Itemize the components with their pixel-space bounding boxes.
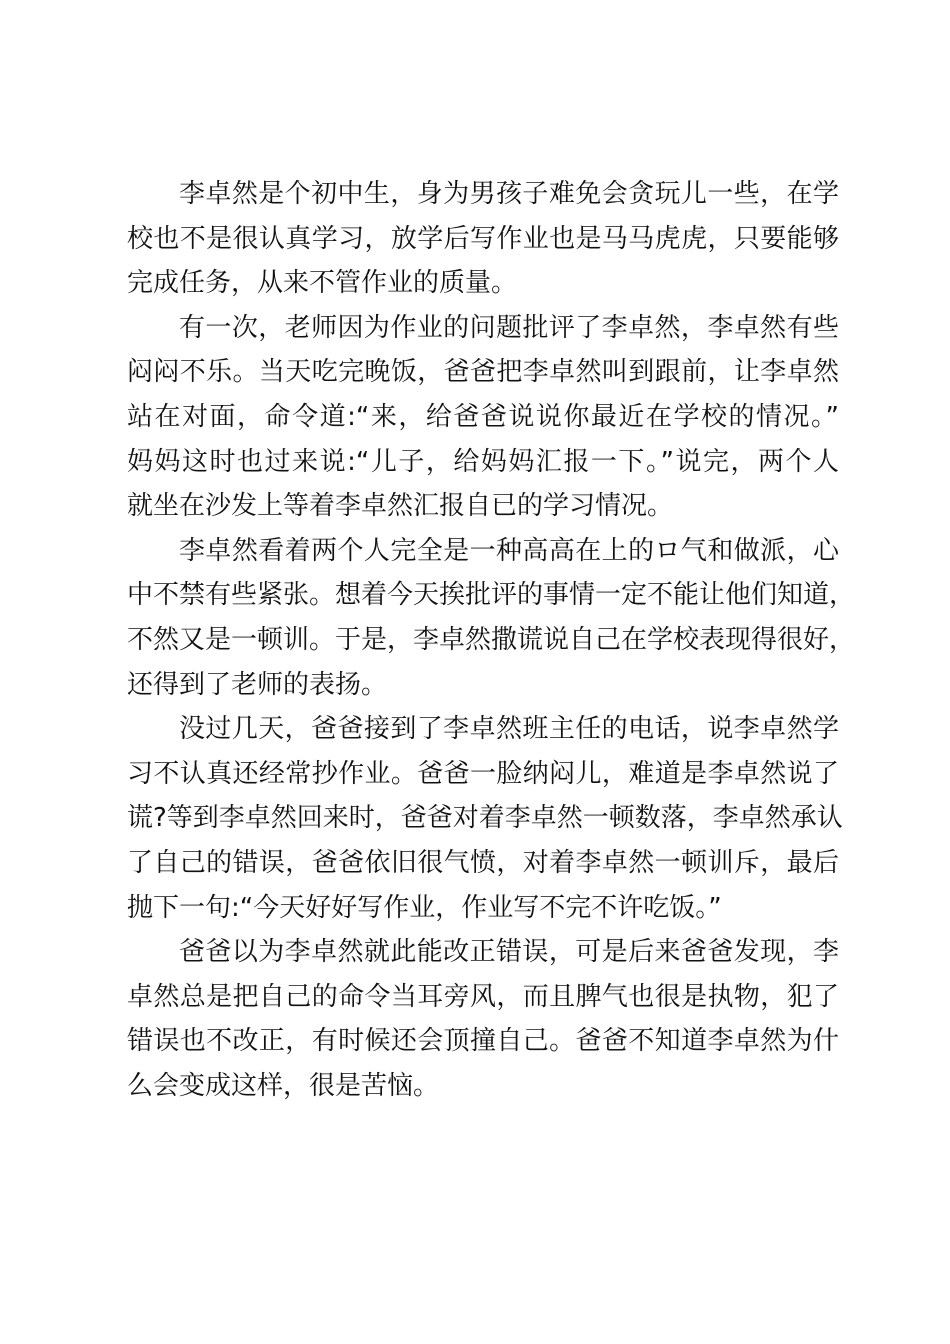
paragraph-line: 错误也不改正，有时候还会顶撞自己。爸爸不知道李卓然为什 [127, 1026, 839, 1057]
paragraph-line: 习不认真还经常抄作业。爸爸一脸纳闷儿，难道是李卓然说了 [127, 758, 839, 789]
paragraph-line: 爸爸以为李卓然就此能改正错误，可是后来爸爸发现，李 [179, 937, 839, 968]
story-text [127, 172, 856, 1108]
paragraph-line: 中不禁有些紧张。想着今天挨批评的事情一定不能让他们知道， [127, 580, 856, 611]
paragraph-line: 不然又是一顿训。于是，李卓然撒谎说自己在学校表现得很好， [127, 624, 856, 655]
paragraph-2 [127, 306, 839, 529]
paragraph-line: 没过几天，爸爸接到了李卓然班主任的电话，说李卓然学 [179, 714, 839, 745]
paragraph-line: 妈妈这时也过来说:“儿子，给妈妈汇报一下。”说完，两个人 [127, 446, 839, 477]
paragraph-line: 卓然总是把自己的命令当耳旁风，而且脾气也很是执物，犯了 [127, 981, 839, 1012]
paragraph-line: 抛下一句:“今天好好写作业，作业写不完不许吃饭。” [127, 892, 722, 923]
paragraph-line: 谎?等到李卓然回来时，爸爸对着李卓然一顿数落，李卓然承认 [127, 803, 843, 834]
paragraph-3 [127, 529, 856, 707]
paragraph-line: 闷闷不乐。当天吃完晚饭，爸爸把李卓然叫到跟前，让李卓然 [127, 357, 839, 388]
paragraph-line: 李卓然是个初中生，身为男孩子难免会贪玩儿一些，在学 [179, 179, 839, 209]
paragraph-line: 站在对面，命令道:“来，给爸爸说说你最近在学校的情况。” [127, 401, 839, 432]
paragraph-line: 校也不是很认真学习，放学后写作业也是马马虎虎，只要能够 [127, 223, 839, 254]
paragraph-1 [127, 172, 839, 306]
paragraph-5 [127, 930, 839, 1108]
paragraph-line: 有一次，老师因为作业的问题批评了李卓然，李卓然有些 [179, 312, 839, 343]
paragraph-line: 还得到了老师的表扬。 [127, 669, 388, 700]
paragraph-line: 完成任务，从来不管作业的质量。 [127, 268, 518, 299]
paragraph-line: 李卓然看着两个人完全是一种高高在上的ロ气和做派，心 [179, 535, 839, 566]
paragraph-4 [127, 707, 843, 930]
paragraph-line: 就坐在沙发上等着李卓然汇报自已的学习情况。 [127, 491, 674, 522]
paragraph-line: 么会变成这样，很是苦恼。 [127, 1070, 440, 1101]
paragraph-line: 了自己的错误，爸爸依旧很气愤，对着李卓然一顿训斥，最后 [127, 847, 839, 878]
